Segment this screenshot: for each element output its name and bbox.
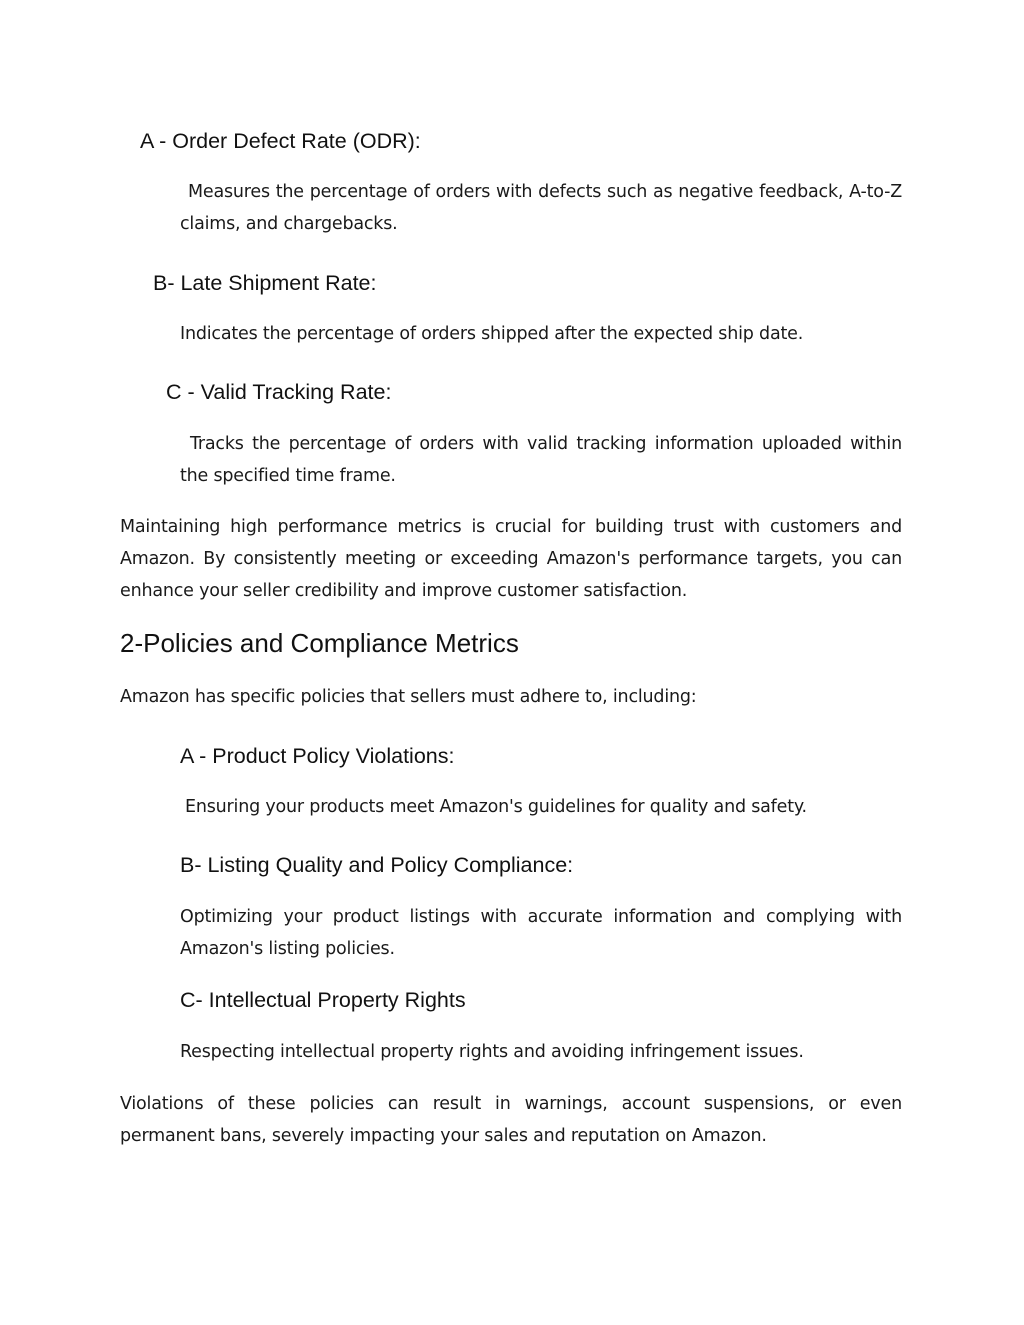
ip-rights-heading: C- Intellectual Property Rights bbox=[180, 988, 466, 1012]
ip-rights-description: Respecting intellectual property rights and avoiding infringement issues. bbox=[180, 1042, 804, 1062]
tracking-description: Tracks the percentage of orders with valid tracking information uploaded within the specified time frame. bbox=[180, 434, 902, 486]
product-policy-heading: A - Product Policy Violations: bbox=[180, 744, 455, 768]
late-shipment-description: Indicates the percentage of orders shipped after the expected ship date. bbox=[180, 324, 804, 344]
policies-intro: Amazon has specific policies that sellers must adhere to, including: bbox=[120, 687, 697, 707]
product-policy-description: Ensuring your products meet Amazon's guidelines for quality and safety. bbox=[185, 797, 807, 817]
policies-section-heading: 2-Policies and Compliance Metrics bbox=[120, 628, 519, 658]
odr-heading: A - Order Defect Rate (ODR): bbox=[140, 129, 421, 153]
listing-quality-description: Optimizing your product listings with accurate information and complying with Amazon's listing policies. bbox=[180, 907, 902, 959]
odr-description: Measures the percentage of orders with defects such as negative feedback, A-to-Z claims, and chargebacks. bbox=[180, 182, 902, 234]
late-shipment-heading: B- Late Shipment Rate: bbox=[153, 271, 377, 295]
tracking-heading: C - Valid Tracking Rate: bbox=[166, 380, 392, 404]
violations-paragraph: Violations of these policies can result in warnings, account suspensions, or even permanent bans, severely impacting your sales and reputation on Amazon. bbox=[120, 1094, 902, 1146]
listing-quality-heading: B- Listing Quality and Policy Compliance: bbox=[180, 853, 574, 877]
maintaining-paragraph: Maintaining high performance metrics is crucial for building trust with customers and Amazon. By consistently meeting or exceeding Amazon's performance targets, you can enhance your seller credibility and improve customer satisfaction. bbox=[120, 517, 902, 601]
